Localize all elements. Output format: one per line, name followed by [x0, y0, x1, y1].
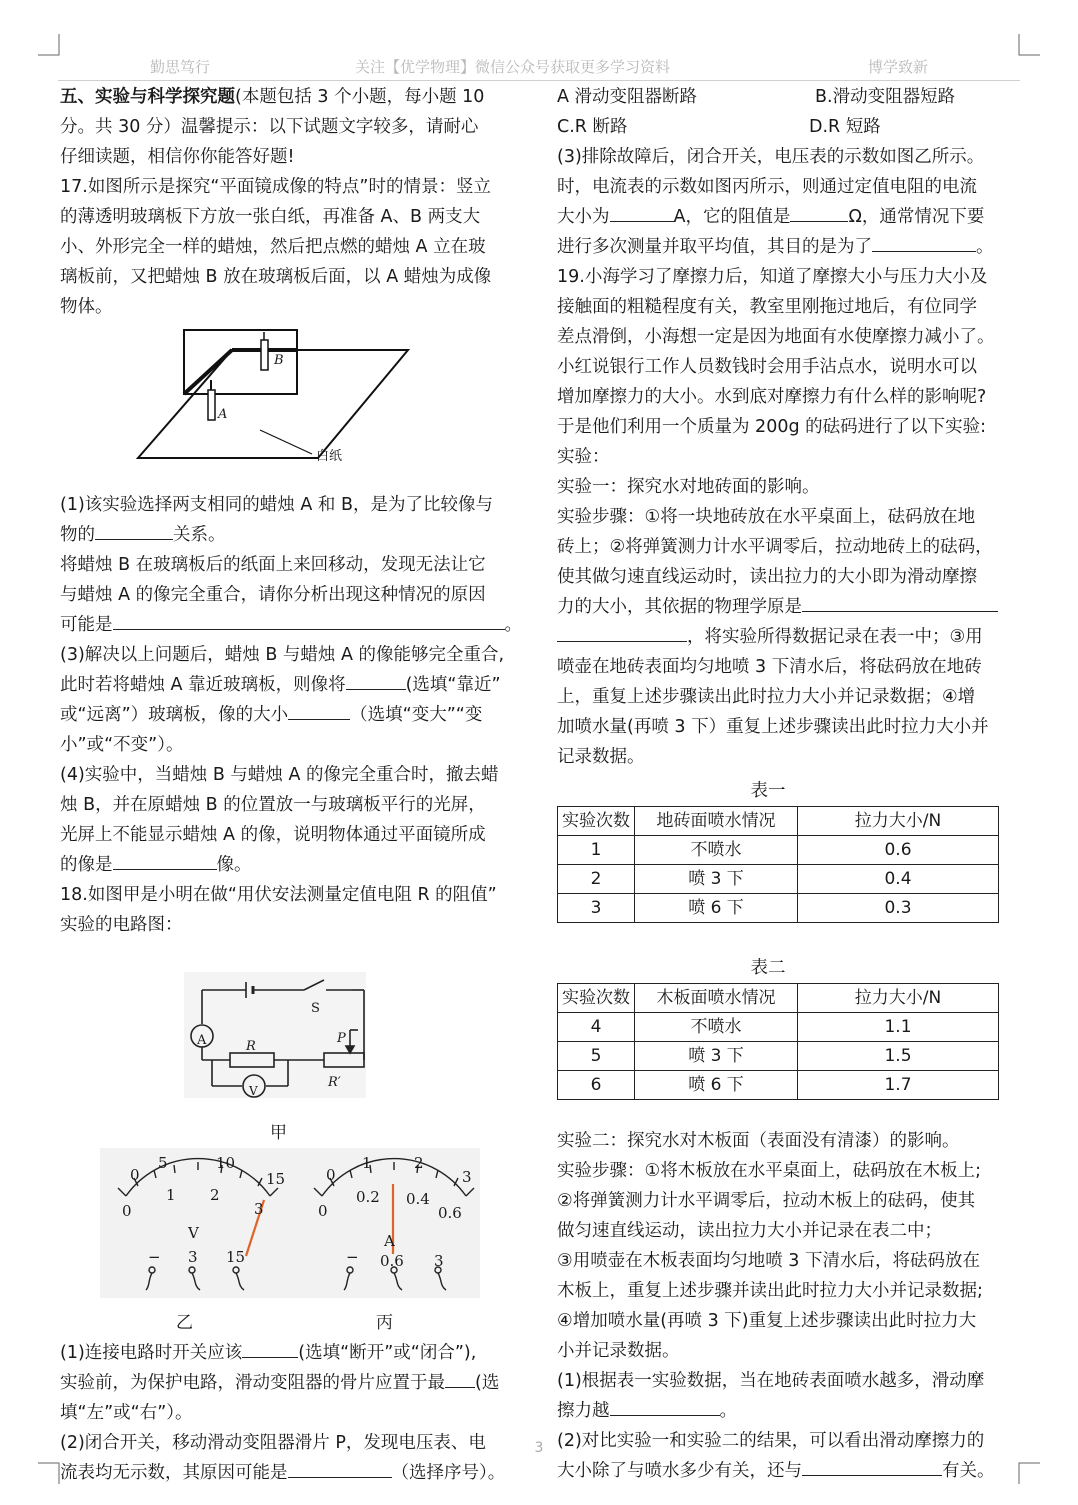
- mirror-diagram: [60, 322, 528, 490]
- circuit-figure: [60, 940, 528, 1148]
- right-column: [557, 82, 1027, 1486]
- volt-terminal-label: 3: [188, 1248, 198, 1266]
- q17-text: 物体。: [60, 297, 113, 317]
- table-header-row: [558, 807, 999, 836]
- q17-text: 璃板前，又把蜡烛 B 放在玻璃板后面，以 A 蜡烛为成像: [60, 267, 492, 287]
- q19-text: 砖上；②将弹簧测力计水平调零后，拉动地砖上的砝码，: [557, 537, 993, 557]
- q19-text: 差点滑倒，小海想一定是因为地面有水使摩擦力减小了。: [557, 327, 995, 347]
- amp-terminal-label: 0.6: [380, 1252, 404, 1270]
- amp-top-scale: 2: [414, 1154, 424, 1172]
- circuit-diagram: [60, 940, 528, 1148]
- table-header-cell: 实验次数: [558, 984, 635, 1013]
- q17-part4: 烛 B，并在原蜡烛 B 的位置放一与玻璃板平行的光屏，: [60, 795, 486, 815]
- answer-blank[interactable]: [790, 203, 848, 222]
- candle-b-label: B: [274, 353, 284, 368]
- exp2-text: ②将弹簧测力计水平调零后，拉动木板上的砝码，使其: [557, 1191, 976, 1211]
- header-center: 关注【优学物理】微信公众号获取更多学习资料: [355, 58, 671, 76]
- amp-terminal-label: −: [346, 1248, 359, 1266]
- table-cell: 0.3: [798, 894, 999, 923]
- volt-bottom-scale: 3: [254, 1200, 264, 1218]
- q19-blank-line: 力的大小，其依据的物理学原是: [557, 592, 1027, 622]
- q18-part3-blank-line: 大小为 A，它的阻值是 Ω，通常情况下要: [557, 202, 1027, 232]
- table-cell: 6: [558, 1071, 635, 1100]
- q17-part1: (1)该实验选择两支相同的蜡烛 A 和 B，是为了比较像与: [60, 495, 493, 515]
- answer-blank[interactable]: [288, 1459, 392, 1478]
- table-cell: 喷 3 下: [635, 865, 798, 894]
- table-row: [558, 865, 999, 894]
- q17-part3-blank-line: 此时若将蜡烛 A 靠近玻璃板，则像将 (选填“靠近”: [60, 670, 528, 700]
- exp2-text: 实验步骤：①将木板放在水平桌面上，砝码放在木板上;: [557, 1161, 982, 1181]
- answer-blank[interactable]: [557, 623, 687, 642]
- answer-blank[interactable]: [802, 1457, 942, 1476]
- q18-part3-blank-line: 进行多次测量并取平均值，其目的是为了 。: [557, 232, 1027, 262]
- amp-bottom-scale: 0.6: [438, 1204, 462, 1222]
- answer-blank[interactable]: [445, 1369, 475, 1388]
- q19-text: 增加摩擦力的大小。水到底对摩擦力有什么样的影响呢?: [557, 387, 987, 407]
- table-row: [558, 836, 999, 865]
- amp-top-scale: 0: [326, 1166, 336, 1184]
- answer-blank[interactable]: [113, 611, 505, 630]
- q18-part2: (2)闭合开关，移动滑动变阻器滑片 P，发现电压表、电: [60, 1433, 486, 1453]
- table-header-cell: 地砖面喷水情况: [635, 807, 798, 836]
- table-cell: 1.5: [798, 1042, 999, 1071]
- q19-part2-blank-line: 大小除了与喷水多少有关，还与 有关。: [557, 1456, 1027, 1486]
- q19-part2: (2)对比实验一和实验二的结果，可以看出滑动摩擦力的: [557, 1431, 985, 1451]
- answer-blank[interactable]: [242, 1339, 298, 1358]
- spacer: [557, 1100, 1027, 1126]
- volt-bottom-scale: 1: [166, 1186, 176, 1204]
- q18-part3: 时，电流表的示数如图丙所示，则通过定值电阻的电流: [557, 177, 977, 197]
- volt-top-scale: 5: [158, 1154, 168, 1172]
- q19-part1-blank-line: 擦力越 。: [557, 1396, 1027, 1426]
- exp2-text: 木板上，重复上述步骤并读出此时拉力大小并记录数据;: [557, 1281, 983, 1301]
- answer-blank[interactable]: [610, 1397, 720, 1416]
- table-cell: 4: [558, 1013, 635, 1042]
- answer-blank[interactable]: [346, 671, 406, 690]
- q19-text: 实验一：探究水对地砖面的影响。: [557, 477, 820, 497]
- voltmeter-unit: V: [188, 1224, 199, 1242]
- volt-top-scale: 15: [266, 1170, 286, 1188]
- crop-mark-top-left: [38, 34, 60, 56]
- q18-part1: 填“左”或“右”）。: [60, 1403, 193, 1423]
- q17-text: 小、外形完全一样的蜡烛，然后把点燃的蜡烛 A 立在玻: [60, 237, 486, 257]
- q17-text: 的薄透明玻璃板下方放一张白纸，再准备 A、B 两支大: [60, 207, 481, 227]
- figure-caption-jia: 甲: [270, 1123, 287, 1143]
- volt-bottom-scale: 0: [122, 1202, 132, 1220]
- q17-part4-blank-line: 的像是 像。: [60, 850, 528, 880]
- q19-text: 实验步骤：①将一块地砖放在水平桌面上，砝码放在地: [557, 507, 976, 527]
- table-cell: 5: [558, 1042, 635, 1071]
- table-row: [558, 1042, 999, 1071]
- volt-bottom-scale: 2: [210, 1186, 220, 1204]
- q19-text: 实验：: [557, 447, 610, 467]
- amp-bottom-scale: 0: [318, 1202, 328, 1220]
- q17-part4: 光屏上不能显示蜡烛 A 的像，说明物体通过平面镜所成: [60, 825, 486, 845]
- left-column: [60, 82, 528, 1488]
- answer-blank[interactable]: [113, 851, 217, 870]
- q19-text: 加喷水量(再喷 3 下）重复上述步骤读出此时拉力大小并: [557, 717, 989, 737]
- table-cell: 3: [558, 894, 635, 923]
- table-row: [558, 1013, 999, 1042]
- crop-mark-bottom-left: [38, 1462, 60, 1484]
- table-cell: 1.7: [798, 1071, 999, 1100]
- q18-part3: (3)排除故障后，闭合开关，电压表的示数如图乙所示。: [557, 147, 985, 167]
- amp-terminal-label: 3: [434, 1252, 444, 1270]
- q17-part3: 小”或“不变”）。: [60, 735, 184, 755]
- page-number: 3: [534, 1440, 544, 1456]
- q17-part2: 将蜡烛 B 在玻璃板后的纸面上来回移动，发现无法让它: [60, 555, 486, 575]
- table-header-cell: 实验次数: [558, 807, 635, 836]
- resistor-label: R: [246, 1039, 256, 1054]
- slider-label: P: [337, 1031, 346, 1046]
- table-cell: 喷 3 下: [635, 1042, 798, 1071]
- table-cell: 0.6: [798, 836, 999, 865]
- table-row: [558, 894, 999, 923]
- rheostat-label: R′: [328, 1075, 341, 1090]
- exp2-text: (1)根据表一实验数据，当在地砖表面喷水越多，滑动摩: [557, 1371, 985, 1391]
- header-rule: [58, 80, 1020, 81]
- section-heading: 五、实验与科学探究题(本题包括 3 个小题，每小题 10: [60, 87, 485, 107]
- section-intro-line: 分。共 30 分）温馨提示：以下试题文字较多，请耐心: [60, 117, 479, 137]
- q17-part3: (3)解决以上问题后，蜡烛 B 与蜡烛 A 的像能够完全重合,: [60, 645, 505, 665]
- q17-text: 17.如图所示是探究“平面镜成像的特点”时的情景：竖立: [60, 177, 491, 197]
- table-cell: 不喷水: [635, 1013, 798, 1042]
- table2: [557, 983, 999, 1100]
- candle-a-label: A: [218, 407, 228, 422]
- table-cell: 不喷水: [635, 836, 798, 865]
- table-header-cell: 拉力大小/N: [798, 807, 999, 836]
- table-header-cell: 拉力大小/N: [798, 984, 999, 1013]
- q18-part1-line: 实验前，为保护电路，滑动变阻器的骨片应置于最 (选: [60, 1368, 528, 1398]
- answer-blank[interactable]: [95, 521, 173, 540]
- table1-caption: 表一: [750, 781, 786, 801]
- table1: [557, 806, 999, 923]
- exp2-text: 实验二：探究水对木板面（表面没有清漆）的影响。: [557, 1131, 960, 1151]
- answer-blank[interactable]: [610, 203, 674, 222]
- q18-part1-line: (1)连接电路时开关应该 (选填“断开”或“闭合”),: [60, 1338, 528, 1368]
- paper-label: 白纸: [316, 449, 343, 464]
- table-cell: 2: [558, 865, 635, 894]
- volt-top-scale: 10: [216, 1154, 236, 1172]
- q19-text: 使其做匀速直线运动时，读出拉力的大小即为滑动摩擦: [557, 567, 977, 587]
- table-cell: 喷 6 下: [635, 894, 798, 923]
- q19-text: 小红说银行工作人员数钱时会用手沾点水，说明水可以: [557, 357, 977, 377]
- q19-text: 于是他们利用一个质量为 200g 的砝码进行了以下实验:: [557, 417, 987, 437]
- q19-text: 上，重复上述步骤读出此时拉力大小并记录数据；④增: [557, 687, 976, 707]
- q17-part4: (4)实验中，当蜡烛 B 与蜡烛 A 的像完全重合时，撤去蜡: [60, 765, 499, 785]
- amp-top-scale: 3: [462, 1168, 472, 1186]
- exp2-text: 小并记录数据。: [557, 1341, 680, 1361]
- volt-top-scale: 0: [130, 1166, 140, 1184]
- exp2-text: ③用喷壶在木板表面均匀地喷 3 下清水后，将砝码放在: [557, 1251, 980, 1271]
- amp-bottom-scale: 0.2: [356, 1188, 380, 1206]
- meters-figure: [60, 1148, 528, 1338]
- mirror-figure: [60, 322, 528, 490]
- q17-part2: 与蜡烛 A 的像完全重合，请你分析出现这种情况的原因: [60, 585, 486, 605]
- table-header-cell: 木板面喷水情况: [635, 984, 798, 1013]
- table-cell: 1.1: [798, 1013, 999, 1042]
- q17-part1-blank-line: 物的 关系。: [60, 520, 528, 550]
- amp-bottom-scale: 0.4: [406, 1190, 430, 1208]
- switch-label: S: [311, 1001, 320, 1016]
- exp2-text: ④增加喷水量(再喷 3 下)重复上述步骤读出此时拉力大: [557, 1311, 977, 1331]
- table-cell: 1: [558, 836, 635, 865]
- table2-caption: 表二: [750, 958, 786, 978]
- volt-terminal-label: −: [148, 1248, 161, 1266]
- figure-caption-bing: 丙: [376, 1313, 393, 1333]
- q19-text: 喷壶在地砖表面均匀地喷 3 下清水后，将砝码放在地砖: [557, 657, 982, 677]
- table-cell: 喷 6 下: [635, 1071, 798, 1100]
- q18-text: 18.如图甲是小明在做“用伏安法测量定值电阻 R 的阻值”: [60, 885, 497, 905]
- figure-caption-yi: 乙: [176, 1313, 193, 1333]
- q17-part3-blank-line: 或“远离”）玻璃板，像的大小 （选填“变大”“变: [60, 700, 528, 730]
- header-right: 博学致新: [868, 58, 929, 76]
- volt-terminal-label: 15: [226, 1248, 246, 1266]
- answer-blank[interactable]: [288, 701, 350, 720]
- crop-mark-top-right: [1018, 34, 1040, 56]
- q18-text: 实验的电路图：: [60, 915, 183, 935]
- q17-part2-blank-line: 可能是 。: [60, 610, 528, 640]
- amp-top-scale: 1: [362, 1154, 372, 1172]
- voltmeter-label: V: [249, 1084, 258, 1098]
- q19-text: 记录数据。: [557, 747, 645, 767]
- answer-blank[interactable]: [802, 593, 998, 612]
- table-cell: 0.4: [798, 865, 999, 894]
- q19-text: 接触面的粗糙程度有关，教室里刚拖过地后，有位同学: [557, 297, 977, 317]
- answer-blank[interactable]: [872, 233, 976, 252]
- q18-options-ab: A 滑动变阻器断路 B.滑动变阻器短路: [557, 87, 956, 107]
- section-intro-line: 仔细读题，相信你你能答好题!: [60, 147, 295, 167]
- header-left: 勤思笃行: [150, 58, 211, 76]
- table-row: [558, 1071, 999, 1100]
- table-header-row: [558, 984, 999, 1013]
- ammeter-unit: A: [384, 1232, 395, 1250]
- q18-options-cd: C.R 断路 D.R 短路: [557, 117, 881, 137]
- exp2-text: 做匀速直线运动，读出拉力大小并记录在表二中；: [557, 1221, 942, 1241]
- q18-part2-line: 流表均无示数，其原因可能是 （选择序号）。: [60, 1458, 528, 1488]
- ammeter-label: A: [197, 1033, 207, 1048]
- q19-blank-line: ，将实验所得数据记录在表一中；③用: [557, 622, 1027, 652]
- q19-text: 19.小海学习了摩擦力后，知道了摩擦大小与压力大小及: [557, 267, 988, 287]
